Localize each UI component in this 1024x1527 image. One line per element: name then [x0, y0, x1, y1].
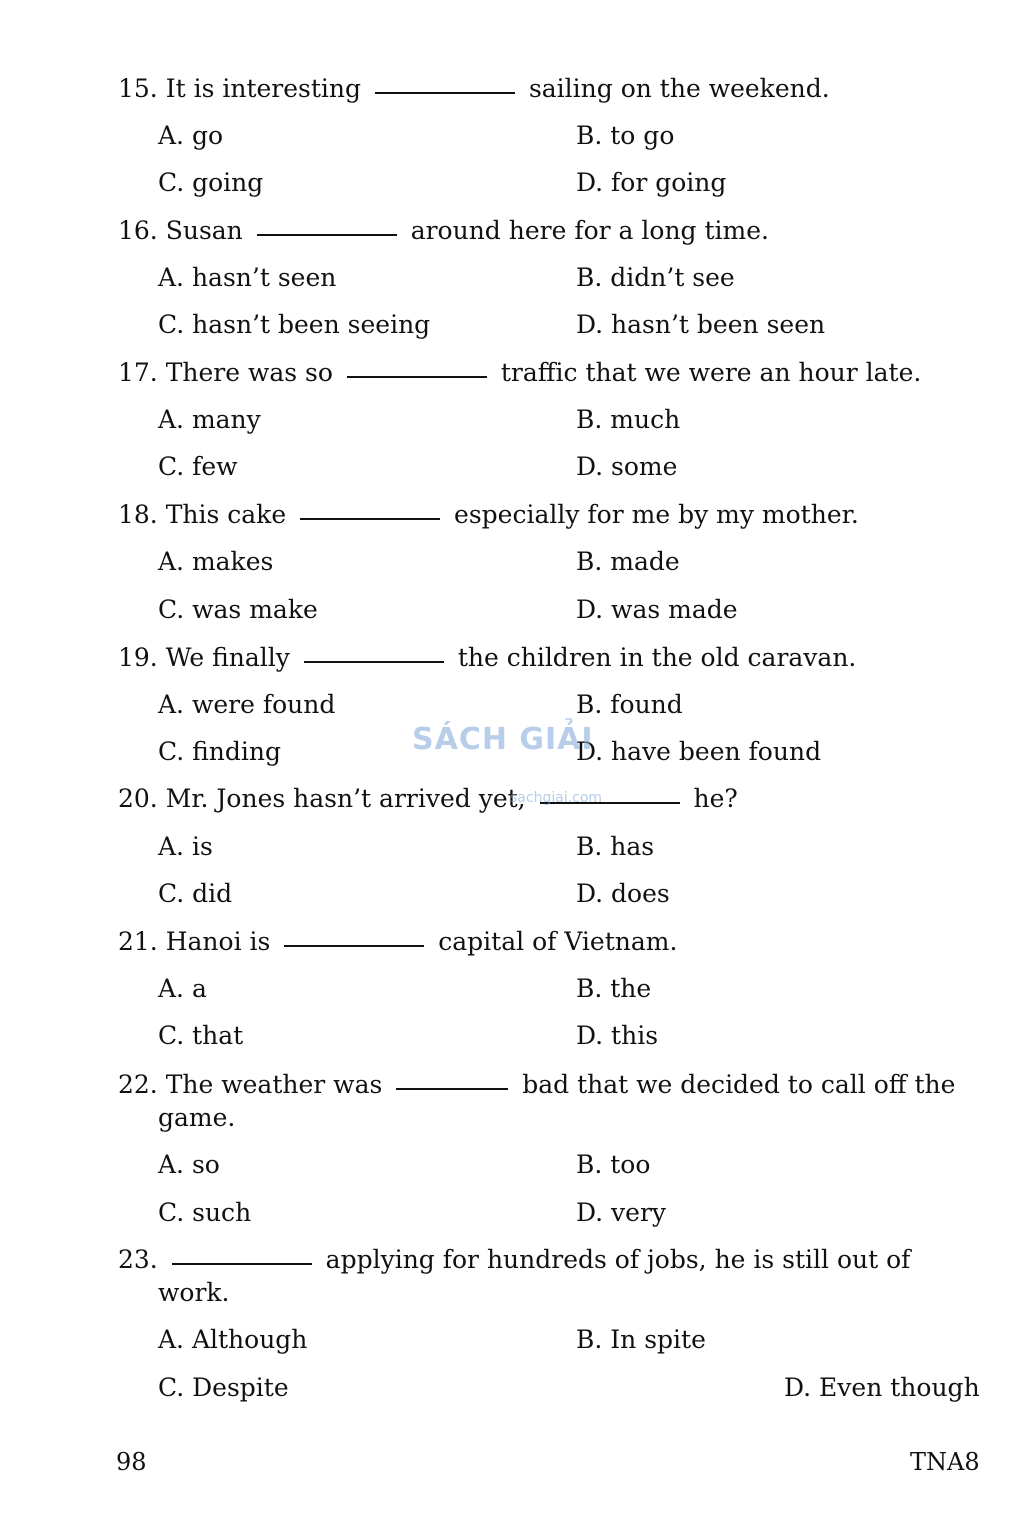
option-d: D. some [576, 452, 678, 481]
option-a: A. so [158, 1150, 220, 1179]
question-text-after: the children in the old caravan. [457, 643, 857, 672]
watermark [412, 722, 612, 806]
question-text-before: This cake [165, 500, 287, 529]
option-a: A. hasn’t seen [158, 263, 337, 292]
option-b: B. has [576, 832, 655, 861]
question-number: 17. [118, 358, 158, 387]
option-c: C. that [158, 1021, 244, 1050]
question-21 [118, 925, 677, 958]
option-c: C. Despite [158, 1373, 289, 1402]
option-d: D. Even though [784, 1373, 980, 1402]
option-a: A. go [158, 121, 224, 150]
option-b: B. too [576, 1150, 651, 1179]
question-number: 16. [118, 216, 158, 245]
question-text-after: he? [693, 784, 738, 813]
option-d: D. very [576, 1198, 667, 1227]
question-continuation: work. [158, 1278, 230, 1307]
option-c: C. such [158, 1198, 252, 1227]
question-number: 18. [118, 500, 158, 529]
option-d: D. for going [576, 168, 727, 197]
question-text-before: The weather was [165, 1070, 383, 1099]
question-23 [118, 1243, 958, 1309]
book-code: TNA8 [910, 1448, 980, 1476]
answer-blank [347, 376, 487, 378]
answer-blank [304, 661, 444, 663]
question-text-before: It is interesting [165, 74, 362, 103]
option-a: A. is [158, 832, 213, 861]
option-d: D. hasn’t been seen [576, 310, 826, 339]
question-number: 19. [118, 643, 158, 672]
option-c: C. going [158, 168, 264, 197]
answer-blank [396, 1088, 508, 1090]
answer-blank [300, 518, 440, 520]
question-text-before: Hanoi is [165, 927, 271, 956]
question-text-before: There was so [165, 358, 333, 387]
question-continuation: game. [158, 1103, 236, 1132]
option-c: C. finding [158, 737, 282, 766]
question-16 [118, 214, 769, 247]
question-text-after: applying for hundreds of jobs, he is still out of [325, 1245, 911, 1274]
question-text-after: sailing on the weekend. [528, 74, 830, 103]
answer-blank [172, 1263, 312, 1265]
question-20 [118, 782, 738, 815]
option-c: C. was make [158, 595, 318, 624]
watermark-logo: SÁCH GIẢI [412, 722, 594, 757]
option-a: A. a [158, 974, 207, 1003]
option-c: C. hasn’t been seeing [158, 310, 431, 339]
question-18 [118, 498, 859, 531]
question-19 [118, 641, 856, 674]
option-d: D. have been found [576, 737, 822, 766]
option-d: D. does [576, 879, 670, 908]
question-text-after: around here for a long time. [410, 216, 769, 245]
answer-blank [284, 945, 424, 947]
watermark-site: sachgiai.com [510, 790, 603, 806]
question-number: 20. [118, 784, 158, 813]
question-text-before: Susan [165, 216, 243, 245]
answer-blank [257, 234, 397, 236]
question-number: 22. [118, 1070, 158, 1099]
page-number: 98 [116, 1448, 147, 1476]
question-text-after: capital of Vietnam. [438, 927, 678, 956]
question-15 [118, 72, 830, 105]
option-b: B. the [576, 974, 652, 1003]
question-22 [118, 1068, 958, 1134]
question-text-after: bad that we decided to call off the [522, 1070, 956, 1099]
option-c: C. did [158, 879, 233, 908]
option-a: A. makes [158, 547, 274, 576]
option-b: B. made [576, 547, 680, 576]
option-a: A. many [158, 405, 261, 434]
option-d: D. this [576, 1021, 659, 1050]
option-b: B. much [576, 405, 681, 434]
option-b: B. In spite [576, 1325, 706, 1354]
question-17 [118, 356, 921, 389]
question-text-before: We finally [165, 643, 290, 672]
option-b: B. found [576, 690, 683, 719]
question-text-before: Mr. Jones hasn’t arrived yet, [165, 784, 526, 813]
question-number: 23. [118, 1245, 158, 1274]
option-c: C. few [158, 452, 238, 481]
question-text-after: traffic that we were an hour late. [500, 358, 922, 387]
option-a: A. Although [158, 1325, 308, 1354]
answer-blank [375, 92, 515, 94]
question-number: 15. [118, 74, 158, 103]
question-text-after: especially for me by my mother. [454, 500, 859, 529]
option-b: B. to go [576, 121, 675, 150]
question-number: 21. [118, 927, 158, 956]
option-d: D. was made [576, 595, 738, 624]
option-b: B. didn’t see [576, 263, 735, 292]
option-a: A. were found [158, 690, 336, 719]
